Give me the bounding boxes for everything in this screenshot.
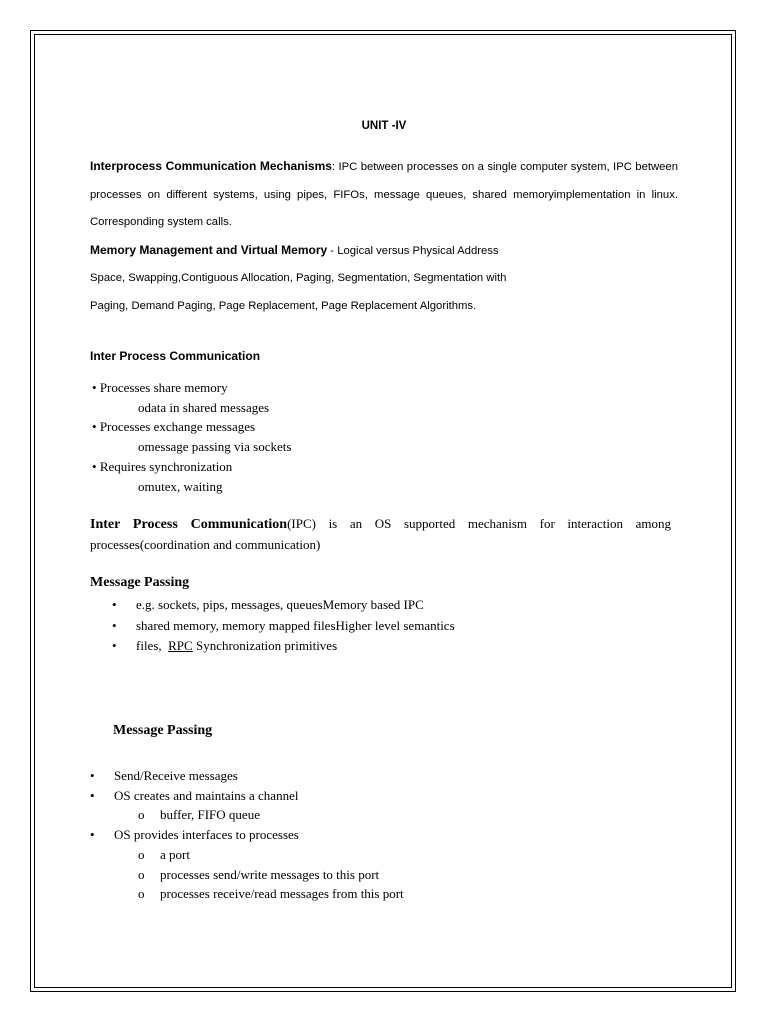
list-subitem: o processes send/write messages to this port (90, 865, 404, 885)
list-subitem: omessage passing via sockets (138, 439, 292, 455)
message-passing-heading-2: Message Passing (113, 723, 213, 738)
list-item: • OS provides interfaces to processes (90, 825, 404, 845)
syllabus-mm-line-3: Paging, Demand Paging, Page Replacement, Page Replacement Algorithms. (90, 299, 477, 312)
syllabus-mm-text-1: - Logical versus Physical Address (327, 244, 499, 257)
syllabus-mm-line-2: Space, Swapping,Contiguous Allocation, Paging, Segmentation, Segmentation with (90, 272, 507, 284)
syllabus-ipc-text: : IPC between processes on a single computer system, IPC between processes on different systems, using pipes, FIFOs, message queues, shared memoryimplementation in linux. Corresponding system calls. (90, 161, 678, 228)
message-passing-list-2 (90, 766, 404, 904)
list-item: • e.g. sockets, pips, messages, queuesMemory based IPC (112, 595, 455, 616)
list-subitem: o buffer, FIFO queue (90, 805, 404, 825)
bullet-hollow: o (138, 866, 145, 882)
list-subitem: o a port (90, 845, 404, 865)
bullet-filled: • (112, 597, 117, 612)
ipc-section-heading: Inter Process Communication (90, 349, 261, 363)
bullet-hollow: o (138, 439, 145, 455)
bullet-filled: • (92, 380, 97, 395)
bullet-hollow: o (138, 478, 145, 494)
syllabus-block (90, 153, 678, 320)
bullet-filled: • (92, 458, 97, 474)
list-item: • OS creates and maintains a channel (90, 786, 404, 806)
bullet-filled: • (112, 617, 117, 633)
list-subitem: o processes receive/read messages from this port (90, 884, 404, 904)
ipc-definition-term: Inter Process Communication (90, 517, 288, 532)
list-item: • Requires synchronization (92, 458, 233, 474)
ipc-definition-text: (IPC) is an OS supported mechanism for interaction among processes(coordination and communication) (90, 516, 671, 552)
list-subitem: odata in shared messages (138, 399, 270, 415)
bullet-hollow: o (138, 886, 145, 902)
ipc-definition-paragraph (90, 514, 671, 555)
message-passing-heading-1: Message Passing (90, 575, 190, 590)
bullet-filled: • (90, 768, 95, 783)
rpc-link-text: RPC (168, 638, 193, 653)
ipc-bullet-list (92, 378, 291, 496)
bullet-filled: • (90, 787, 95, 803)
bullet-hollow: o (138, 807, 145, 823)
syllabus-ipc-paragraph (90, 153, 678, 237)
list-item: • files, RPC Synchronization primitives (112, 636, 455, 657)
list-item: • Processes exchange messages (92, 419, 256, 435)
list-item: • Processes share memory (92, 380, 228, 395)
syllabus-ipc-heading: Interprocess Communication Mechanisms (90, 159, 332, 173)
list-subitem: omutex, waiting (138, 478, 223, 494)
bullet-hollow: o (138, 399, 145, 415)
list-item: • shared memory, memory mapped filesHigher level semantics (112, 616, 455, 637)
bullet-hollow: o (138, 846, 145, 862)
message-passing-list-1 (112, 595, 455, 657)
bullet-filled: • (90, 827, 95, 843)
syllabus-mm-line-1 (90, 237, 678, 266)
bullet-filled: • (92, 419, 97, 435)
list-item: • Send/Receive messages (90, 766, 404, 786)
unit-title: UNIT -IV (361, 120, 407, 132)
bullet-filled: • (112, 638, 117, 653)
syllabus-mm-heading: Memory Management and Virtual Memory (90, 242, 328, 257)
